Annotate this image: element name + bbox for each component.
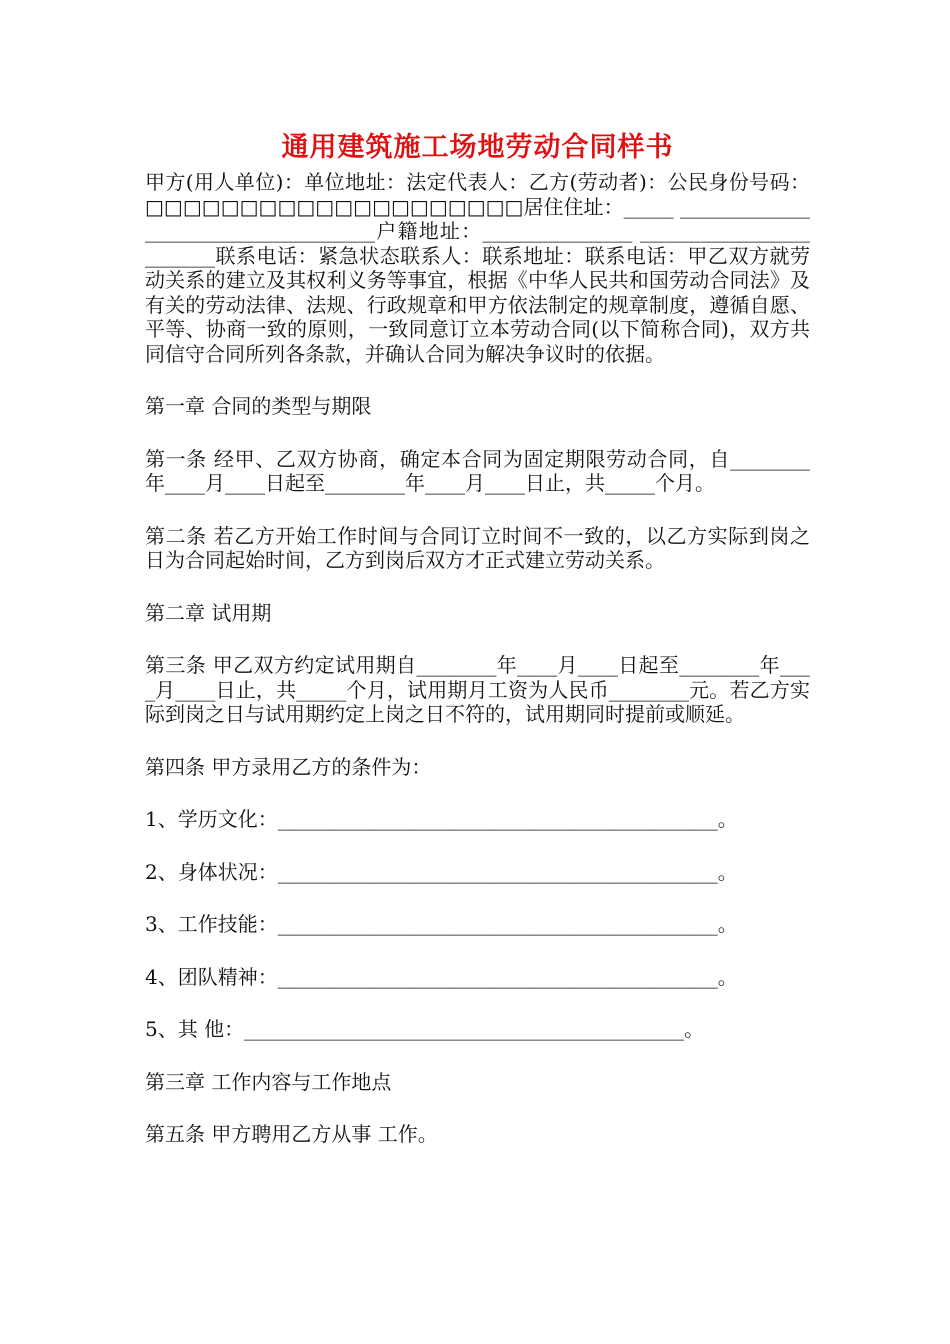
chapter-3-heading: 第三章 工作内容与工作地点 xyxy=(145,1069,392,1094)
condition-education: 1、学历文化：____________________________________________。 xyxy=(145,807,738,831)
chapter-1-heading: 第一章 合同的类型与期限 xyxy=(145,394,372,418)
article-2: 第二条 若乙方开始工作时间与合同订立时间不一致的，以乙方实际到岗之日为合同起始时间，乙方到岗后双方才正式建立劳动关系。 xyxy=(145,523,810,572)
condition-skills: 3、工作技能：____________________________________________。 xyxy=(145,912,738,936)
article-3: 第三条 甲乙双方约定试用期自________年____月____日起至________年____月____日止，共_____个月，试用期月工资为人民币________元。若乙方实际到岗之日与试用期约定上岗之日不符的，试用期同时提前或顺延。 xyxy=(145,653,810,726)
condition-other: 5、其 他：____________________________________________。 xyxy=(145,1017,705,1041)
chapter-2-heading: 第二章 试用期 xyxy=(145,600,272,625)
article-5: 第五条 甲方聘用乙方从事 工作。 xyxy=(145,1122,438,1146)
condition-teamwork: 4、团队精神：____________________________________________。 xyxy=(145,964,738,989)
condition-health: 2、身体状况：____________________________________________。 xyxy=(145,859,738,884)
contract-intro: 甲方(用人单位)：单位地址：法定代表人：乙方(劳动者)：公民身份号码：□□□□□□□□□□□□□□□□□□□□居住住址：_____ ____________________________________户籍地址：_______________ ________________________联系电话：紧急状态联系人：联系地址：联系电话：甲乙双方就劳动关系的建立及其权利义务等事宜，根据《中华人民共和国劳动合同法》及有关的劳动法律、法规、行政规章和甲方依法制定的规章制度，遵循自愿、平等、协商一致的原则，一致同意订立本劳动合同(以下简称合同)，双方共同信守合同所列各条款，并确认合同为解决争议时的依据。 xyxy=(145,170,810,366)
document-title: 通用建筑施工场地劳动合同样书 xyxy=(281,132,674,163)
article-4: 第四条 甲方录用乙方的条件为： xyxy=(145,754,432,779)
article-1: 第一条 经甲、乙双方协商，确定本合同为固定期限劳动合同，自________年____月____日起至________年____月____日止，共_____个月。 xyxy=(145,446,810,495)
contract-page xyxy=(145,128,810,1147)
